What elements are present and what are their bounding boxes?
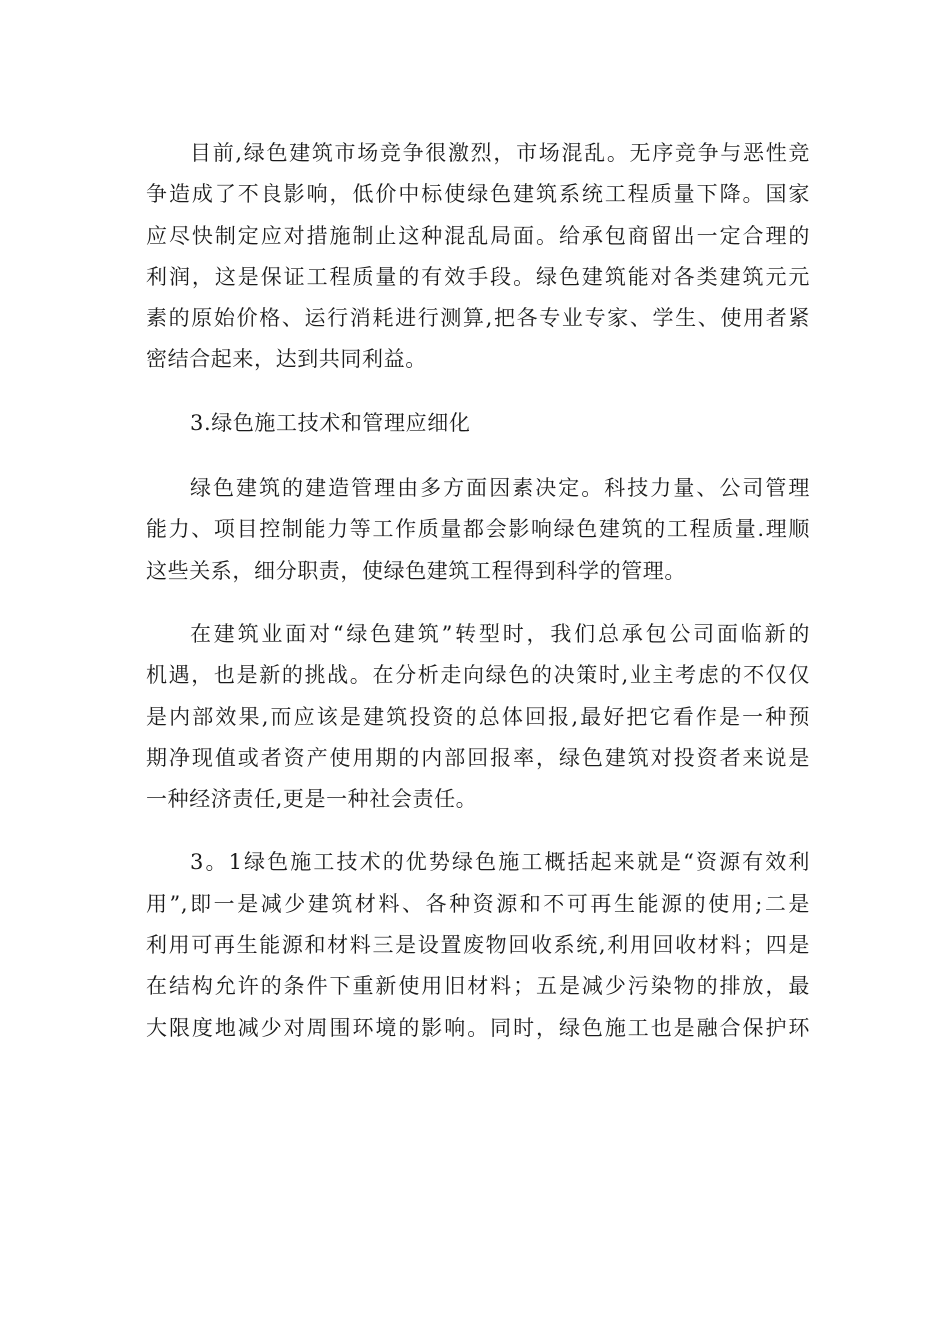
text-line: 这些关系，细分职责，使绿色建筑工程得到科学的管理。 xyxy=(146,558,686,583)
text-line: 绿色建筑的建造管理由多方面因素决定。科技力量、公司管理 xyxy=(190,476,810,501)
paragraph-market-competition xyxy=(146,133,810,381)
text-line: 争造成了不良影响，低价中标使绿色建筑系统工程质量下降。国家 xyxy=(146,182,810,207)
text-line: 应尽快制定应对措施制止这种混乱局面。给承包商留出一定合理的 xyxy=(146,223,810,248)
text-line: 期净现值或者资产使用期的内部回报率，绿色建筑对投资者来说是 xyxy=(146,745,810,770)
text-line: 利润，这是保证工程质量的有效手段。绿色建筑能对各类建筑元元 xyxy=(146,264,810,289)
text-line: 目前,绿色建筑市场竞争很激烈，市场混乱。无序竞争与恶性竞 xyxy=(190,141,810,165)
text-line: 一种经济责任,更是一种社会责任。 xyxy=(146,787,478,812)
text-line: 素的原始价格、运行消耗进行测算,把各专业专家、学生、使用者紧 xyxy=(146,306,810,331)
text-line: 利用可再生能源和材料三是设置废物回收系统,利用回收材料；四是 xyxy=(146,933,810,958)
paragraph-green-transition xyxy=(146,614,810,820)
paragraph-green-construction-advantages xyxy=(146,842,810,1048)
text-line: 在结构允许的条件下重新使用旧材料；五是减少污染物的排放，最 xyxy=(146,974,810,999)
text-line: 密结合起来，达到共同利益。 xyxy=(146,347,427,372)
paragraph-construction-management xyxy=(146,468,810,592)
text-line: 用”,即一是减少建筑材料、各种资源和不可再生能源的使用;二是 xyxy=(146,891,810,916)
text-line: 机遇，也是新的挑战。在分析走向绿色的决策时,业主考虑的不仅仅 xyxy=(146,663,810,688)
text-line: 大限度地减少对周围环境的影响。同时，绿色施工也是融合保护环 xyxy=(146,1015,810,1040)
document-body xyxy=(146,133,810,1071)
text-line: 3。1绿色施工技术的优势绿色施工概括起来就是“资源有效利 xyxy=(190,850,810,875)
text-line: 在建筑业面对“绿色建筑”转型时，我们总承包公司面临新的 xyxy=(190,621,810,646)
section-heading: 3.绿色施工技术和管理应细化 xyxy=(190,410,471,435)
text-line: 是内部效果,而应该是建筑投资的总体回报,最好把它看作是一种预 xyxy=(146,704,810,729)
text-line: 能力、项目控制能力等工作质量都会影响绿色建筑的工程质量.理顺 xyxy=(146,517,810,542)
